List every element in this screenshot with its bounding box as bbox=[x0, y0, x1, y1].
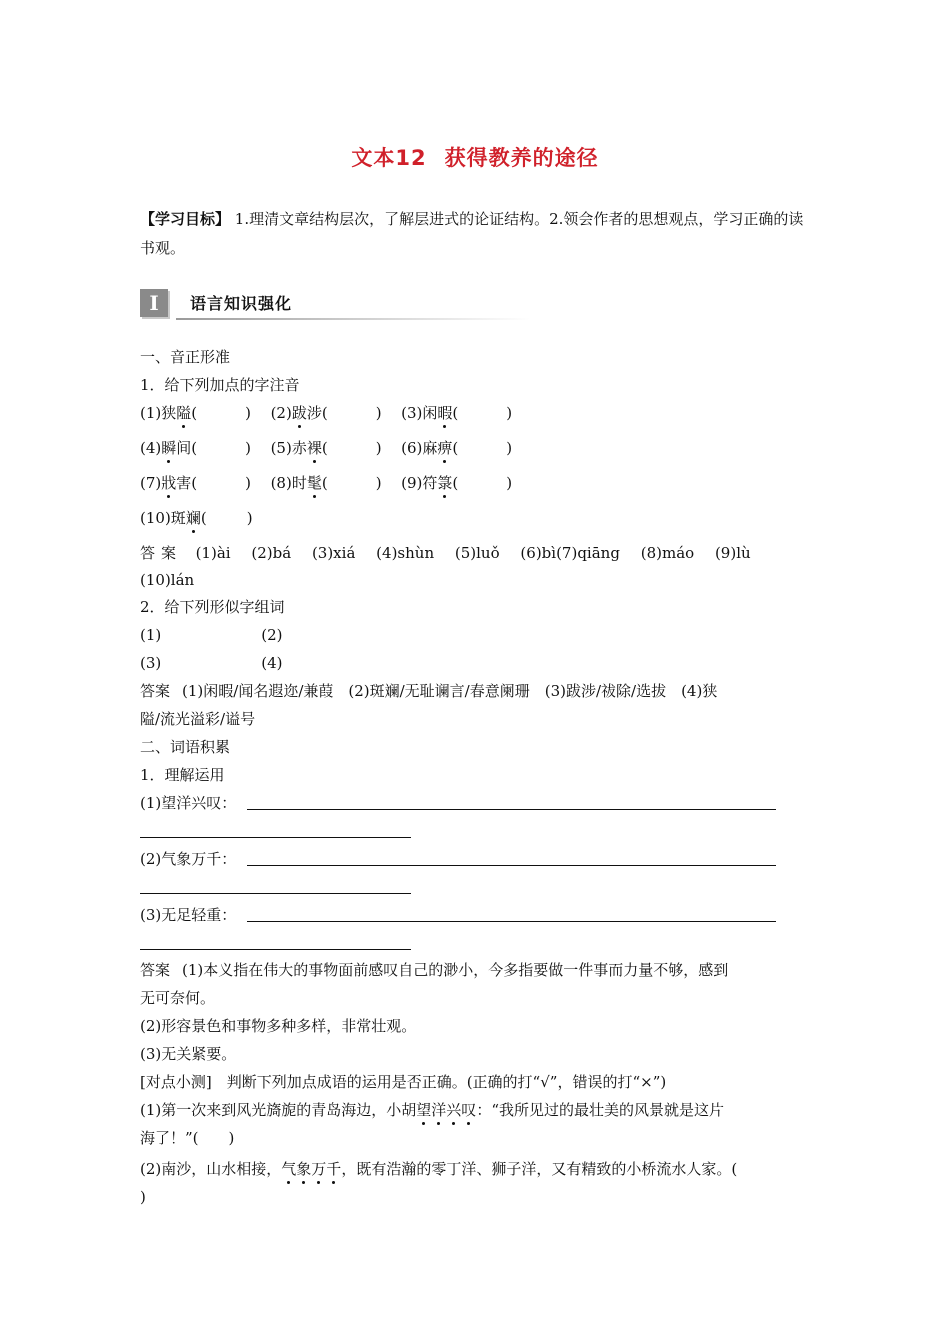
part-a-heading: 一、音正形准 bbox=[140, 348, 231, 366]
idiom-item-1: (1)望洋兴叹： bbox=[140, 794, 237, 812]
quick-test-intro: [对点小测] 判断下列加点成语的运用是否正确。(正确的打“√”，错误的打“×”) bbox=[140, 1073, 667, 1091]
item-2: (2)跋涉( ) bbox=[270, 404, 382, 422]
page-title bbox=[0, 142, 950, 172]
answer-blank-line[interactable] bbox=[140, 949, 411, 950]
answer-4: (4)shùn bbox=[376, 544, 435, 562]
answer-6: (6)bì bbox=[520, 544, 557, 562]
answer-7: (7)qiāng bbox=[556, 544, 620, 562]
dotted-char: 叹 bbox=[461, 1101, 477, 1119]
answer-blank-line[interactable] bbox=[140, 837, 411, 838]
item-4: (4)瞬间( ) bbox=[140, 439, 251, 457]
dotted-char: 千 bbox=[326, 1160, 342, 1178]
pinyin-row-4 bbox=[140, 508, 253, 528]
q2-item-2: (2) bbox=[261, 626, 283, 644]
q2-item-1: (1) bbox=[140, 626, 162, 644]
section-numeral-badge: I bbox=[140, 289, 168, 317]
dotted-char: 万 bbox=[311, 1160, 327, 1178]
q2-answer-line-1 bbox=[140, 681, 717, 701]
answer-label: 答案 bbox=[140, 544, 183, 562]
answer-5: (5)luǒ bbox=[454, 544, 500, 562]
q2-answer-label: 答案 bbox=[140, 682, 171, 700]
idiom-answer-label: 答案 bbox=[140, 961, 171, 979]
answer-9: (9)lù bbox=[714, 544, 751, 562]
question-1-prompt: 1．给下列加点的字注音 bbox=[140, 376, 300, 394]
section-header bbox=[140, 287, 530, 321]
pinyin-row-3 bbox=[140, 473, 512, 493]
q2-row-1 bbox=[140, 625, 283, 645]
item-1: (1)狭隘( ) bbox=[140, 404, 251, 422]
item-10: (10)斑斓( ) bbox=[140, 509, 253, 527]
idiom-answer-line-1 bbox=[140, 960, 728, 980]
part-b-heading: 二、词语积累 bbox=[140, 738, 231, 756]
q2-item-3: (3) bbox=[140, 654, 162, 672]
answer-blank-line[interactable] bbox=[247, 865, 776, 866]
idiom-item-2: (2)气象万千： bbox=[140, 850, 237, 868]
idiom-item-3: (3)无足轻重： bbox=[140, 906, 237, 924]
idiom-answer-line-4: (3)无关紧要。 bbox=[140, 1045, 237, 1063]
answer-blank-line[interactable] bbox=[140, 893, 411, 894]
answer-blank-line[interactable] bbox=[247, 809, 776, 810]
learning-objective bbox=[140, 205, 812, 263]
dotted-char: 望 bbox=[416, 1101, 432, 1119]
dotted-char: 气 bbox=[281, 1160, 297, 1178]
part-b-question-1: 1．理解运用 bbox=[140, 766, 225, 784]
item-5: (5)赤裸( ) bbox=[270, 439, 382, 457]
objective-text: 1.理清文章结构层次，了解层进式的论证结构。2.领会作者的思想观点，学习正确的读书观。 bbox=[140, 210, 804, 257]
dotted-char: 兴 bbox=[446, 1101, 462, 1119]
item-9: (9)符箓( ) bbox=[401, 474, 513, 492]
pinyin-row-2 bbox=[140, 438, 512, 458]
answer-10: (10)lán bbox=[140, 571, 195, 589]
dotted-char: 象 bbox=[296, 1160, 312, 1178]
item-3: (3)闲暇( ) bbox=[401, 404, 513, 422]
dotted-idiom-1 bbox=[416, 1101, 476, 1119]
item-8: (8)时髦( ) bbox=[270, 474, 382, 492]
q2-answer-text: (1)闲暇/闻名遐迩/兼葭 (2)斑斓/无耻谰言/春意阑珊 (3)跋涉/祓除/选拔 (4)狭 bbox=[182, 682, 718, 700]
section-divider bbox=[176, 318, 530, 320]
title-part-1: 文本12 bbox=[351, 146, 427, 170]
pinyin-answers bbox=[140, 543, 751, 563]
idiom-answer-line-2: 无可奈何。 bbox=[140, 989, 216, 1007]
dotted-idiom-2 bbox=[281, 1160, 341, 1178]
answer-8: (8)máo bbox=[640, 544, 695, 562]
answer-1: (1)ài bbox=[195, 544, 231, 562]
dotted-char: 洋 bbox=[431, 1101, 447, 1119]
quick-test-1: (1)第一次来到风光旖旎的青岛海边，小胡望洋兴叹：“我所见过的最壮美的风景就是这片 bbox=[140, 1101, 724, 1119]
item-7: (7)戕害( ) bbox=[140, 474, 251, 492]
q2-item-4: (4) bbox=[261, 654, 283, 672]
question-2-prompt: 2．给下列形似字组词 bbox=[140, 598, 285, 616]
objective-tag: 【学习目标】 bbox=[140, 210, 231, 228]
answer-blank-line[interactable] bbox=[247, 921, 776, 922]
answer-3: (3)xiá bbox=[311, 544, 356, 562]
quick-test-2: (2)南沙，山水相接，气象万千，既有浩瀚的零丁洋、狮子洋，又有精致的小桥流水人家。( bbox=[140, 1160, 738, 1178]
pinyin-row-1 bbox=[140, 403, 512, 423]
idiom-answer-line-3: (2)形容景色和事物多种多样，非常壮观。 bbox=[140, 1017, 417, 1035]
item-6: (6)麻痹( ) bbox=[401, 439, 513, 457]
q2-answer-line-2: 隘/流光溢彩/谥号 bbox=[140, 710, 256, 728]
idiom-answer-text: (1)本义指在伟大的事物面前感叹自己的渺小，今多指要做一件事而力量不够，感到 bbox=[182, 961, 729, 979]
quick-test-2-line-2: ) bbox=[140, 1188, 146, 1206]
answer-2: (2)bá bbox=[251, 544, 292, 562]
section-title: 语言知识强化 bbox=[190, 294, 293, 313]
title-part-2: 获得教养的途径 bbox=[444, 146, 599, 170]
quick-test-1-line-2: 海了！”( ) bbox=[140, 1129, 235, 1147]
q2-row-2 bbox=[140, 653, 283, 673]
